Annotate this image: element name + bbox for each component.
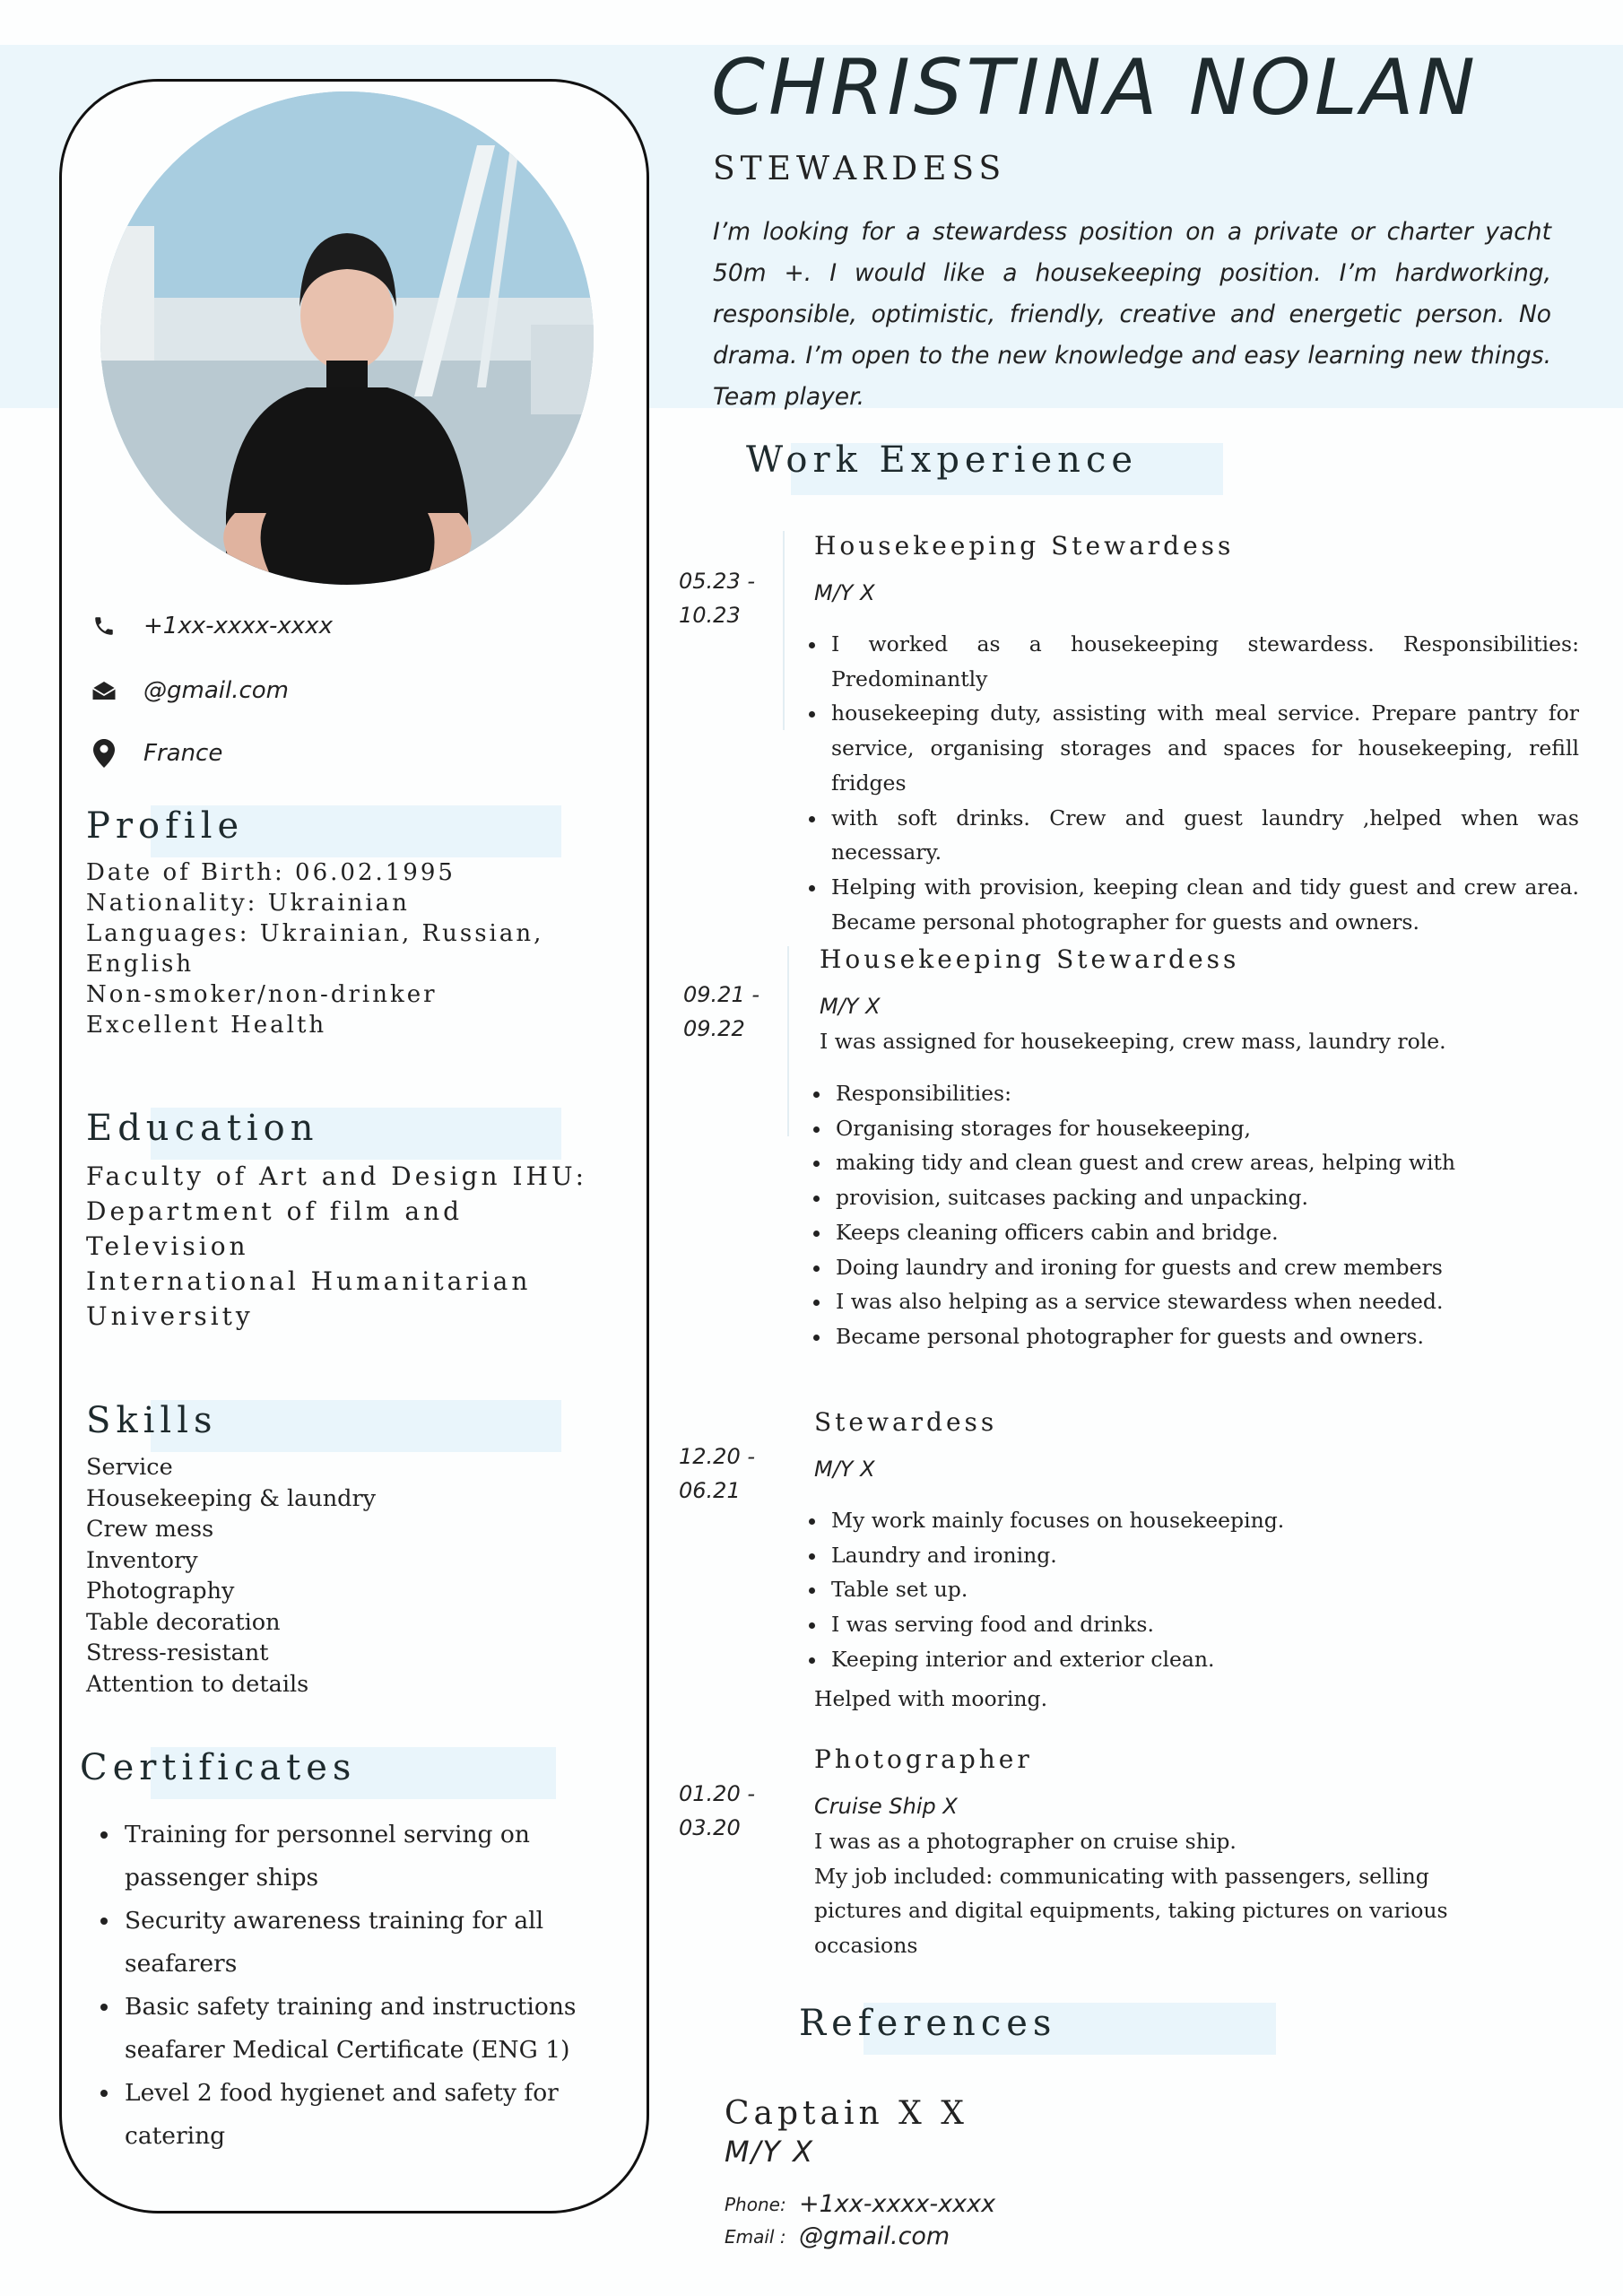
job-bullet: • with soft drinks. Crew and guest laundry ,helped when was necessary. bbox=[828, 801, 1579, 870]
job-date bbox=[679, 564, 755, 632]
reference-email-label: Email : bbox=[725, 2226, 786, 2248]
contact-email bbox=[86, 671, 289, 710]
job-vessel: Cruise Ship X bbox=[814, 1794, 958, 1819]
education-line: International Humanitarian bbox=[86, 1266, 532, 1296]
job-bullet: • Laundry and ironing. bbox=[828, 1538, 1563, 1573]
reference-vessel: M/Y X bbox=[725, 2135, 815, 2169]
job-bullet: • My work mainly focuses on housekeeping. bbox=[828, 1503, 1563, 1538]
skill-item: Crew mess bbox=[86, 1516, 214, 1543]
job-bullet: • Responsibilities: bbox=[832, 1076, 1567, 1111]
phone-icon bbox=[86, 610, 122, 642]
profile-line: Non-smoker/non-drinker bbox=[86, 981, 438, 1008]
job-bullet: • making tidy and clean guest and crew areas, helping with bbox=[832, 1145, 1567, 1180]
job-line: I was as a photographer on cruise ship. bbox=[814, 1829, 1237, 1854]
reference-name: Captain X X bbox=[725, 2095, 968, 2132]
job-vessel: M/Y X bbox=[814, 1457, 875, 1482]
skill-item: Stress-resistant bbox=[86, 1639, 269, 1666]
timeline-line bbox=[783, 531, 785, 730]
job-date-end: 06.21 bbox=[679, 1478, 741, 1503]
education-line: Television bbox=[86, 1231, 249, 1261]
job-date bbox=[679, 1439, 755, 1508]
job-title: Housekeeping Stewardess bbox=[814, 531, 1235, 561]
job-date-end: 03.20 bbox=[679, 1815, 741, 1840]
education-heading: Education bbox=[86, 1108, 319, 1149]
skill-item: Photography bbox=[86, 1578, 235, 1605]
contact-phone bbox=[86, 606, 333, 646]
envelope-icon bbox=[86, 674, 122, 707]
job-bullet: • housekeeping duty, assisting with meal service. Prepare pantry for service, organising storages and spaces for housekeeping, refill fridges bbox=[828, 696, 1579, 800]
skill-item: Housekeeping & laundry bbox=[86, 1484, 377, 1512]
certificate-item: • Level 2 food hygienet and safety for catering bbox=[121, 2072, 659, 2158]
job-date-end: 09.22 bbox=[683, 1016, 745, 1041]
references-heading: References bbox=[799, 2003, 1057, 2044]
skills-list bbox=[86, 1452, 624, 1700]
skill-item: Attention to details bbox=[86, 1670, 309, 1698]
job-title: Photographer bbox=[814, 1744, 1033, 1774]
job-date-start: 01.20 - bbox=[679, 1781, 755, 1806]
job-bullet: • I was serving food and drinks. bbox=[828, 1607, 1563, 1642]
job-title: Stewardess bbox=[814, 1407, 998, 1437]
contact-location bbox=[86, 734, 222, 773]
certificates-heading: Certificates bbox=[80, 1747, 357, 1788]
job-bullets bbox=[801, 627, 1579, 939]
summary-text: I’m looking for a stewardess position on a private or charter yacht 50m +. I would like a housekeeping position. I’m hardworking, responsible, optimistic, friendly, creative and energetic person. No drama. I’m open to the new knowledge and easy learning new things. Team player. bbox=[713, 218, 1551, 411]
email-text: @gmail.com bbox=[143, 677, 290, 704]
phone-text: +1xx-xxxx-xxxx bbox=[143, 613, 333, 639]
job-date-start: 09.21 - bbox=[683, 982, 759, 1007]
job-bullet: • Helping with provision, keeping clean and tidy guest and crew area. Became personal photographer for guests and owners. bbox=[828, 870, 1579, 939]
skills-heading: Skills bbox=[86, 1400, 218, 1441]
education-line: Faculty of Art and Design IHU: bbox=[86, 1161, 588, 1191]
job-bullet: • I was also helping as a service stewardess when needed. bbox=[832, 1284, 1567, 1319]
profile-line: Excellent Health bbox=[86, 1012, 327, 1039]
reference-phone: +1xx-xxxx-xxxx bbox=[799, 2190, 996, 2218]
job-date bbox=[683, 978, 759, 1046]
candidate-name: CHRISTINA NOLAN bbox=[711, 43, 1479, 133]
profile-list bbox=[86, 857, 624, 1040]
skill-item: Service bbox=[86, 1454, 173, 1481]
job-date-start: 05.23 - bbox=[679, 569, 755, 594]
job-description bbox=[814, 1824, 1549, 1963]
job-line: pictures and digital equipments, taking pictures on various bbox=[814, 1898, 1448, 1924]
education-line: Department of film and bbox=[86, 1196, 464, 1226]
certificate-item: • Security awareness training for all seafarers bbox=[121, 1900, 659, 1986]
job-line: occasions bbox=[814, 1933, 918, 1959]
job-bullet: • Keeps cleaning officers cabin and bridge. bbox=[832, 1215, 1567, 1250]
job-vessel: M/Y X bbox=[814, 580, 875, 605]
job-outro: Helped with mooring. bbox=[814, 1686, 1048, 1711]
job-title: Housekeeping Stewardess bbox=[820, 944, 1240, 974]
education-list bbox=[86, 1159, 642, 1334]
job-line: My job included: communicating with passengers, selling bbox=[814, 1863, 1429, 1889]
job-bullet: • Table set up. bbox=[828, 1572, 1563, 1607]
certificate-item: • Training for personnel serving on passenger ships bbox=[121, 1813, 659, 1900]
profile-line: Nationality: Ukrainian bbox=[86, 890, 410, 917]
job-bullet: • provision, suitcases packing and unpacking. bbox=[832, 1180, 1567, 1215]
skill-item: Inventory bbox=[86, 1546, 198, 1574]
work-heading: Work Experience bbox=[746, 439, 1139, 481]
profile-photo bbox=[100, 91, 594, 585]
job-bullet: • Keeping interior and exterior clean. bbox=[828, 1642, 1563, 1677]
job-date bbox=[679, 1777, 755, 1845]
job-date-start: 12.20 - bbox=[679, 1444, 755, 1469]
profile-line: English bbox=[86, 951, 195, 978]
timeline-line bbox=[787, 946, 789, 1136]
job-role: STEWARDESS bbox=[713, 151, 1007, 187]
job-bullet: • Organising storages for housekeeping, bbox=[832, 1111, 1567, 1146]
certificates-list bbox=[87, 1813, 659, 2158]
location-text: France bbox=[143, 740, 223, 767]
job-bullet: • Doing laundry and ironing for guests and crew members bbox=[832, 1250, 1567, 1285]
certificate-item: • Basic safety training and instructions seafarer Medical Certificate (ENG 1) bbox=[121, 1986, 659, 2072]
job-intro: I was assigned for housekeeping, crew mass, laundry role. bbox=[820, 1029, 1446, 1054]
profile-line: Date of Birth: 06.02.1995 bbox=[86, 859, 456, 886]
skill-item: Table decoration bbox=[86, 1608, 281, 1636]
job-bullets bbox=[801, 1503, 1563, 1677]
reference-email: @gmail.com bbox=[799, 2222, 950, 2250]
job-vessel: M/Y X bbox=[820, 994, 881, 1019]
education-line: University bbox=[86, 1301, 254, 1331]
map-pin-icon bbox=[86, 737, 122, 770]
profile-heading: Profile bbox=[86, 805, 245, 847]
profile-line: Languages: Ukrainian, Russian, bbox=[86, 920, 544, 947]
job-bullets bbox=[805, 1076, 1567, 1354]
job-date-end: 10.23 bbox=[679, 603, 741, 628]
job-bullet: • Became personal photographer for guests and owners. bbox=[832, 1319, 1567, 1354]
reference-phone-label: Phone: bbox=[725, 2194, 786, 2215]
job-bullet: • I worked as a housekeeping stewardess. Responsibilities: Predominantly bbox=[828, 627, 1579, 696]
